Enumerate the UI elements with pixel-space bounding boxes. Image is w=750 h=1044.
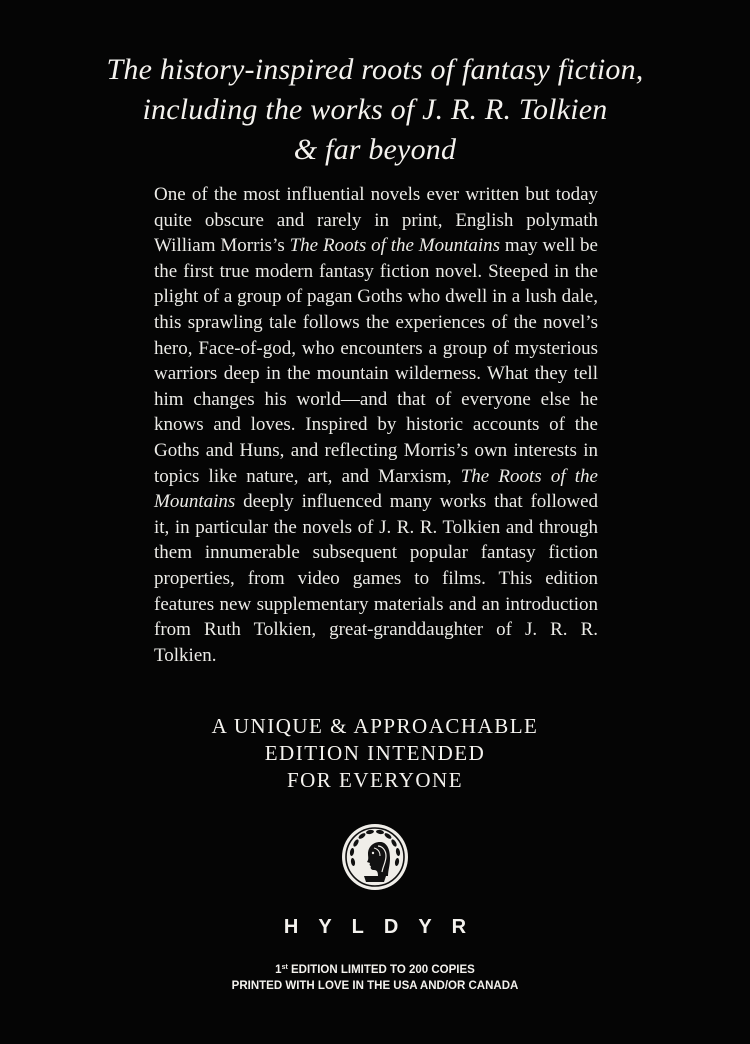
- blurb-text-part-3: deeply influenced many works that followed it, in particular the novels of J. R. R. Tolkien and through them innumerable subsequent popular fantasy fiction properties, from video games to films. This edition features new supplementary materials and an introduction from Ruth Tolkien, great-granddaughter of J. R. R. Tolkien.: [154, 491, 598, 666]
- tagline-line-3: & far beyond: [293, 133, 457, 166]
- edition-limit-text: EDITION LIMITED TO 200 COPIES: [287, 964, 475, 976]
- edition-limit-line: [100, 962, 650, 978]
- tagline: [60, 50, 690, 170]
- printed-line: PRINTED WITH LOVE IN THE USA AND/OR CANADA: [231, 980, 519, 992]
- blurb-paragraph: [154, 182, 598, 668]
- blurb-text-part-2: may well be the first true modern fantasy fiction novel. Steeped in the plight of a group of pagan Goths who dwell in a lush dale, this sprawling tale follows the experiences of the novel’s hero, Face-of-god, who encounters a group of mysterious warriors deep in the mountain wilderness. What they tell him changes his world—and that of everyone else he knows and loves. Inspired by historic accounts of the Goths and Huns, and reflecting Morris’s own interests in topics like nature, art, and Marxism,: [154, 235, 598, 487]
- tagline-line-1: The history-inspired roots of fantasy fiction,: [106, 53, 644, 86]
- edition-headline: [100, 713, 650, 794]
- publisher-emblem-icon: [340, 822, 410, 892]
- edition-number: 1: [275, 964, 282, 976]
- blurb-text-part-1: One of the most influential novels ever written but today quite obscure and rarely in print, English polymath William Morris’s: [154, 184, 598, 257]
- headline-line-2: EDITION INTENDED: [264, 741, 486, 765]
- tagline-line-2: including the works of J. R. R. Tolkien: [142, 93, 608, 126]
- book-title-2: The Roots of the Mountains: [154, 465, 598, 513]
- headline-line-1: A UNIQUE & APPROACHABLE: [211, 714, 539, 738]
- book-title-1: The Roots of the Mountains: [289, 235, 501, 257]
- headline-line-3: FOR EVERYONE: [286, 768, 464, 792]
- edition-ordinal-suffix: st: [281, 964, 288, 971]
- edition-fineprint: [100, 962, 650, 994]
- publisher-name: HYLDYR: [283, 916, 487, 938]
